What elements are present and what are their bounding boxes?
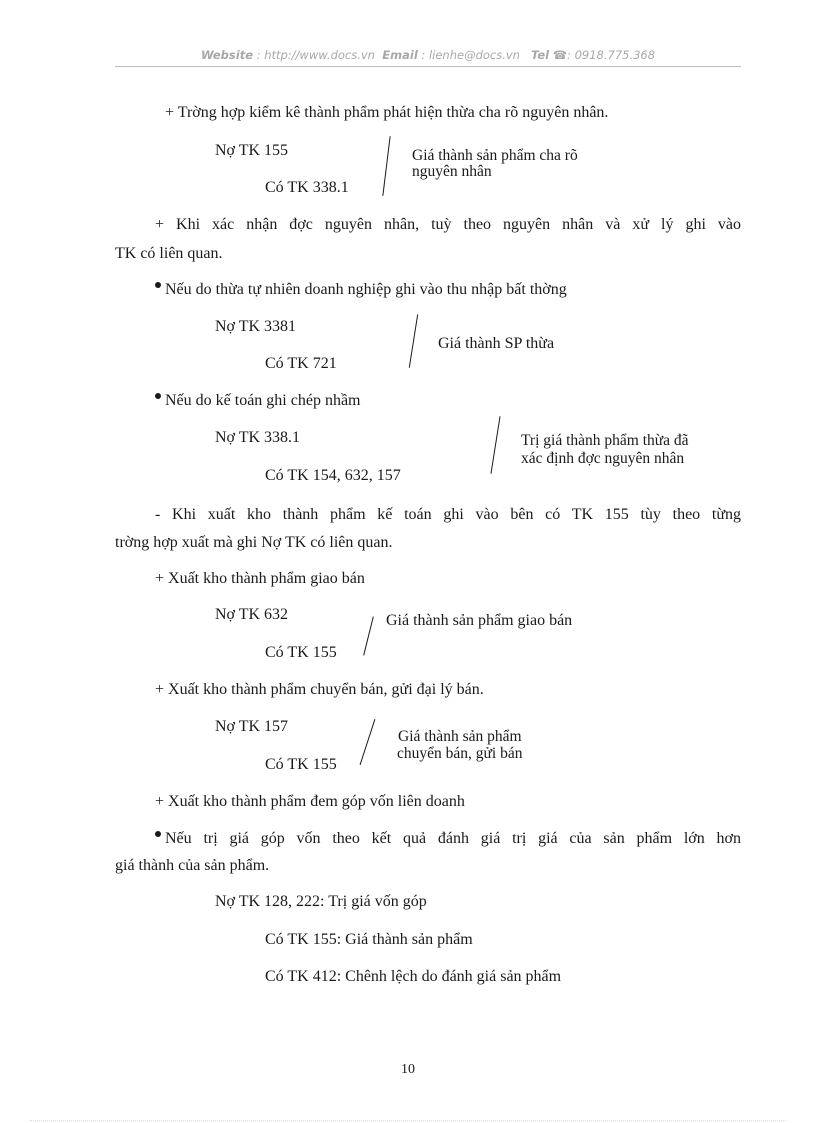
entry1-divider	[382, 136, 390, 196]
text-line-4: Nếu do kế toán ghi chép nhầm	[155, 392, 361, 410]
entry3-divider	[490, 416, 500, 473]
entry3-note-line1: Trị giá thành phẩm thừa đã	[521, 432, 689, 449]
text-line-5b: trờng hợp xuất mà ghi Nợ TK có liên quan.	[115, 534, 393, 551]
text-line-9b: giá thành của sản phẩm.	[115, 857, 270, 874]
entry5-credit: Có TK 155	[265, 756, 337, 773]
entry4-note: Giá thành sản phẩm giao bán	[386, 612, 573, 629]
text-line-6: + Xuất kho thành phẩm giao bán	[155, 570, 365, 587]
entry1-credit: Có TK 338.1	[265, 179, 349, 196]
entry5-note-line2: chuyển bán, gửi bán	[397, 745, 523, 762]
entry4-debit: Nợ TK 632	[215, 606, 289, 623]
tel-label: Tel	[530, 48, 550, 62]
entry2-note: Giá thành SP thừa	[438, 335, 555, 352]
entry4-divider	[363, 616, 374, 655]
bullet-icon	[155, 282, 161, 288]
entry6-debit: Nợ TK 128, 222: Trị giá vốn góp	[215, 893, 427, 910]
entry4-credit: Có TK 155	[265, 644, 337, 661]
email-value: : lienhe@docs.vn	[421, 48, 520, 62]
entry3-note-line2: xác định đợc nguyên nhân	[521, 450, 685, 467]
email-label: Email	[382, 48, 418, 62]
text-line-1: + Trờng hợp kiểm kê thành phẩm phát hiện thừa cha rõ nguyên nhân.	[165, 104, 609, 121]
entry5-debit: Nợ TK 157	[215, 718, 289, 735]
page-number: 10	[401, 1062, 415, 1077]
tel-value: : 0918.775.368	[567, 48, 656, 62]
text-line-2b: TK có liên quan.	[115, 245, 223, 262]
entry1-note-line2: nguyên nhân	[412, 163, 492, 180]
entry5-divider	[360, 719, 376, 765]
website-label: Website	[200, 48, 254, 62]
text-line-7: + Xuất kho thành phẩm chuyển bán, gửi đại lý bán.	[155, 681, 484, 698]
entry1-debit: Nợ TK 155	[215, 142, 289, 159]
bullet-icon	[155, 831, 161, 837]
entry3-credit: Có TK 154, 632, 157	[265, 467, 401, 484]
text-line-3: Nếu do thừa tự nhiên doanh nghiệp ghi vào thu nhập bất thờng	[155, 281, 567, 299]
text-line-9a: Nếu trị giá góp vốn theo kết quả đánh giá trị giá của sản phẩm lớn hơn	[115, 825, 741, 853]
website-value: : http://www.docs.vn	[256, 48, 375, 62]
entry2-divider	[409, 314, 418, 367]
entry2-credit: Có TK 721	[265, 355, 337, 372]
bullet-icon	[155, 393, 161, 399]
page-header	[115, 48, 741, 62]
phone-icon: ☎	[552, 48, 568, 62]
entry6-credit-2: Có TK 412: Chênh lệch do đánh giá sản phẩm	[265, 968, 562, 985]
footer-divider	[30, 1120, 786, 1121]
entry2-debit: Nợ TK 3381	[215, 318, 297, 335]
entry1-note-line1: Giá thành sản phẩm cha rõ	[412, 147, 578, 164]
text-line-8: + Xuất kho thành phẩm đem góp vốn liên doanh	[155, 793, 465, 810]
text-line-5a: - Khi xuất kho thành phẩm kế toán ghi vào bên có TK 155 tùy theo từng	[155, 506, 741, 523]
entry6-credit-1: Có TK 155: Giá thành sản phẩm	[265, 931, 473, 948]
text-line-2a: + Khi xác nhận đợc nguyên nhân, tuỳ theo nguyên nhân và xử lý ghi vào	[155, 216, 741, 233]
entry3-debit: Nợ TK 338.1	[215, 429, 301, 446]
entry5-note-line1: Giá thành sản phẩm	[398, 728, 522, 745]
header-divider	[115, 66, 741, 67]
